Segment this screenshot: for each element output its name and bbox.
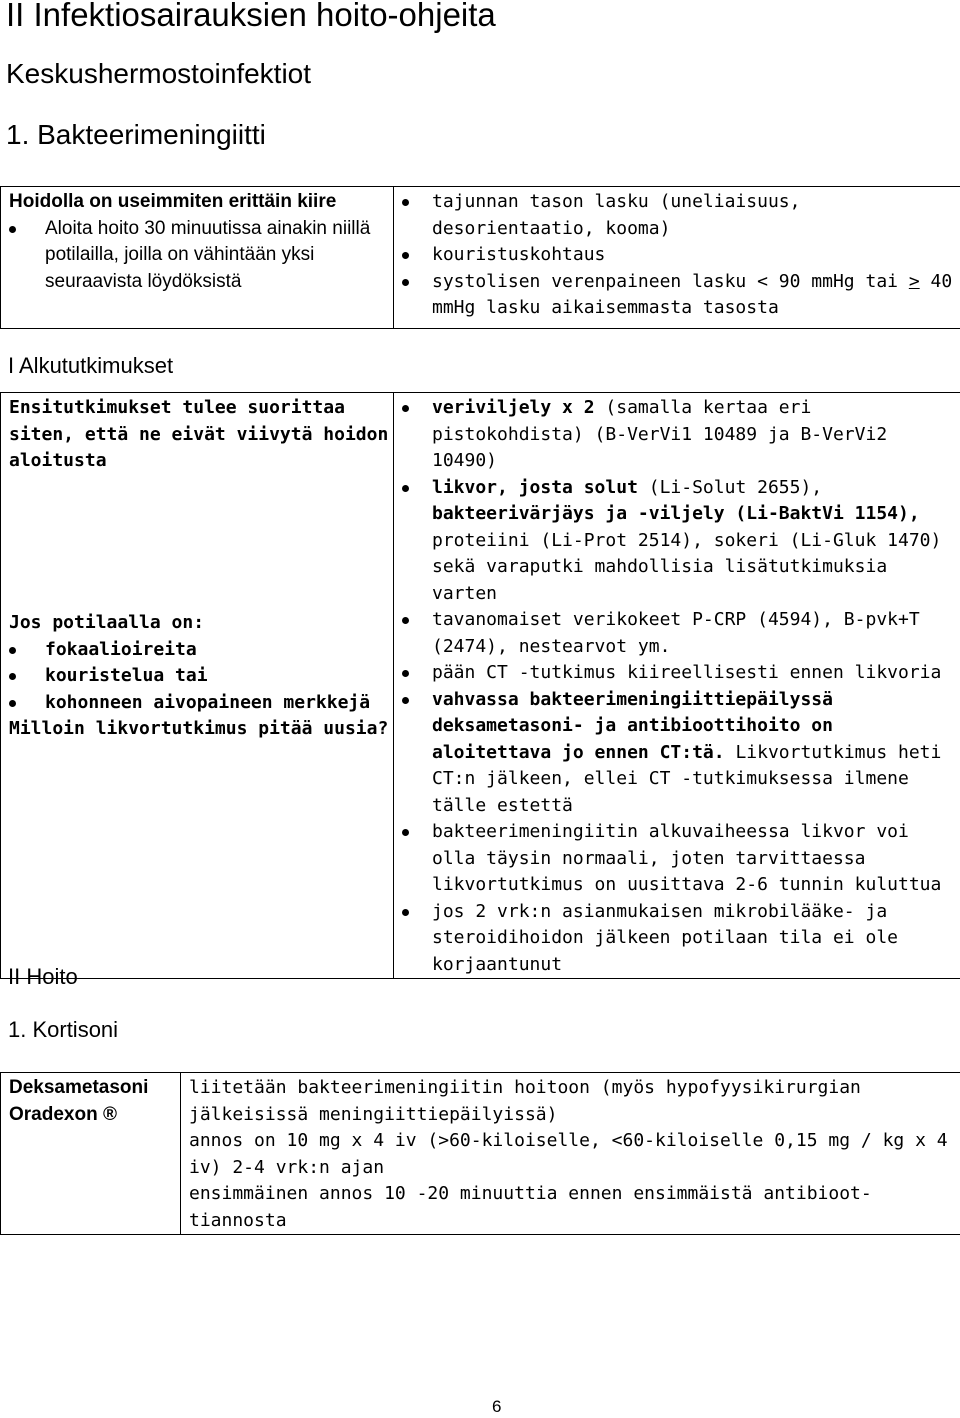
drug-name: Deksametasoni <box>9 1077 149 1098</box>
test-item-repeat-csf: bakteerimeningiitin alkuvaiheessa likvor voi olla täysin normaali, joten tarvittaessa likvortutkimus on uusittava 2-6 tunnin kuluttua <box>402 819 960 899</box>
test-item-bold: vahvassa bakteerimeningiittiepäilyssä deksametasoni- ja antibioottihoito on aloitettava jo ennen CT:tä. <box>432 688 833 763</box>
test-item-text: (samalla kertaa eri pistokohdista) (B-VerVi1 10489 ja B-VerVi2 10490) <box>432 397 888 471</box>
drug-details-cell <box>181 1073 960 1235</box>
test-item-bold: likvor, josta solut <box>432 476 638 498</box>
test-item-text: (Li-Solut 2655), <box>637 476 823 498</box>
section-heading: 1. Bakteerimeningiitti <box>6 119 266 150</box>
repeat-question: Milloin likvortutkimus pitää uusia? <box>9 718 389 739</box>
initial-tests-table <box>0 392 960 979</box>
subsection-heading-corticosteroid: 1. Kortisoni <box>8 1017 119 1042</box>
dexamethasone-table <box>0 1072 960 1235</box>
urgency-statement: Hoidolla on useimmiten erittäin kiire <box>9 191 337 212</box>
test-item-ct: pään CT -tutkimus kiireellisesti ennen likvoria <box>402 660 960 687</box>
finding-item: kouristuskohtaus <box>402 242 960 269</box>
section-heading-initial-tests: I Alkututkimukset <box>8 353 174 378</box>
section-heading-treatment: II Hoito <box>8 964 78 989</box>
finding-item: tajunnan tason lasku (uneliaisuus, desorientaatio, kooma) <box>402 189 960 242</box>
drug-first-dose: ensimmäinen annos 10 -20 minuuttia ennen ensimmäistä antibioot-tiannosta <box>189 1183 872 1231</box>
test-item-blood-tests: tavanomaiset verikokeet P-CRP (4594), B-pvk+T (2474), nestearvot ym. <box>402 607 960 660</box>
jos-item: kouristelua tai <box>9 663 391 690</box>
initial-tests-intro: Ensitutkimukset tulee suorittaa siten, että ne eivät viivytä hoidon aloitusta <box>9 397 389 471</box>
urgency-left-cell <box>1 187 394 329</box>
test-item-no-improvement: jos 2 vrk:n asianmukaisen mikrobilääke- ja steroidihoidon jälkeen potilaan tila ei ole korjaantunut <box>402 899 960 979</box>
jos-list <box>9 637 391 717</box>
urgency-list <box>9 216 391 296</box>
initial-tests-right-cell <box>394 393 960 979</box>
jos-label: Jos potilaalla on: <box>9 612 205 633</box>
initial-tests-list <box>402 395 960 978</box>
jos-item: kohonneen aivopaineen merkkejä <box>9 690 391 717</box>
finding-text: systolisen verenpaineen lasku < 90 mmHg tai <box>432 270 909 292</box>
findings-cell <box>394 187 960 329</box>
drug-indication: liitetään bakteerimeningiitin hoitoon (myös hypofyysikirurgian jälkeisissä meningiittiepäilyissä) <box>189 1077 861 1125</box>
page-number: 6 <box>492 1397 502 1416</box>
chapter-title: Keskushermostoinfektiot <box>6 58 312 89</box>
test-item-bold: veriviljely x 2 <box>432 397 595 418</box>
urgency-table <box>0 186 960 329</box>
test-item-text: proteiini (Li-Prot 2514), sokeri (Li-Gluk 1470) sekä varaputki mahdollisia lisätutkimuksia varten <box>432 529 942 604</box>
urgency-bullet: Aloita hoito 30 minuutissa ainakin niillä potilailla, joilla on vähintään yksi seuraavista löydöksistä <box>9 216 391 296</box>
test-item-csf <box>402 475 960 608</box>
findings-list <box>402 189 960 322</box>
drug-brand: Oradexon ® <box>9 1103 117 1125</box>
test-item-text: Likvortutkimus heti CT:n jälkeen, ellei CT -tutkimuksessa ilmene tälle estettä <box>432 741 942 816</box>
test-item-blood-culture <box>402 395 960 475</box>
initial-tests-left-cell <box>1 393 394 979</box>
finding-text: 40 mmHg lasku aikaisemmasta tasosta <box>432 270 953 318</box>
test-item-bold: bakteerivärjäys ja -viljely (Li-BaktVi 1154), <box>432 503 920 524</box>
drug-name-cell <box>1 1073 181 1235</box>
test-item-dexamethasone <box>402 687 960 820</box>
page-title: II Infektiosairauksien hoito-ohjeita <box>6 0 496 33</box>
finding-item <box>402 269 960 322</box>
jos-item: fokaalioireita <box>9 637 391 664</box>
drug-dose: annos on 10 mg x 4 iv (>60-kiloiselle, <60-kiloiselle 0,15 mg / kg x 4 iv) 2-4 vrk:n ajan <box>189 1130 948 1178</box>
ge-symbol: > <box>908 270 920 292</box>
